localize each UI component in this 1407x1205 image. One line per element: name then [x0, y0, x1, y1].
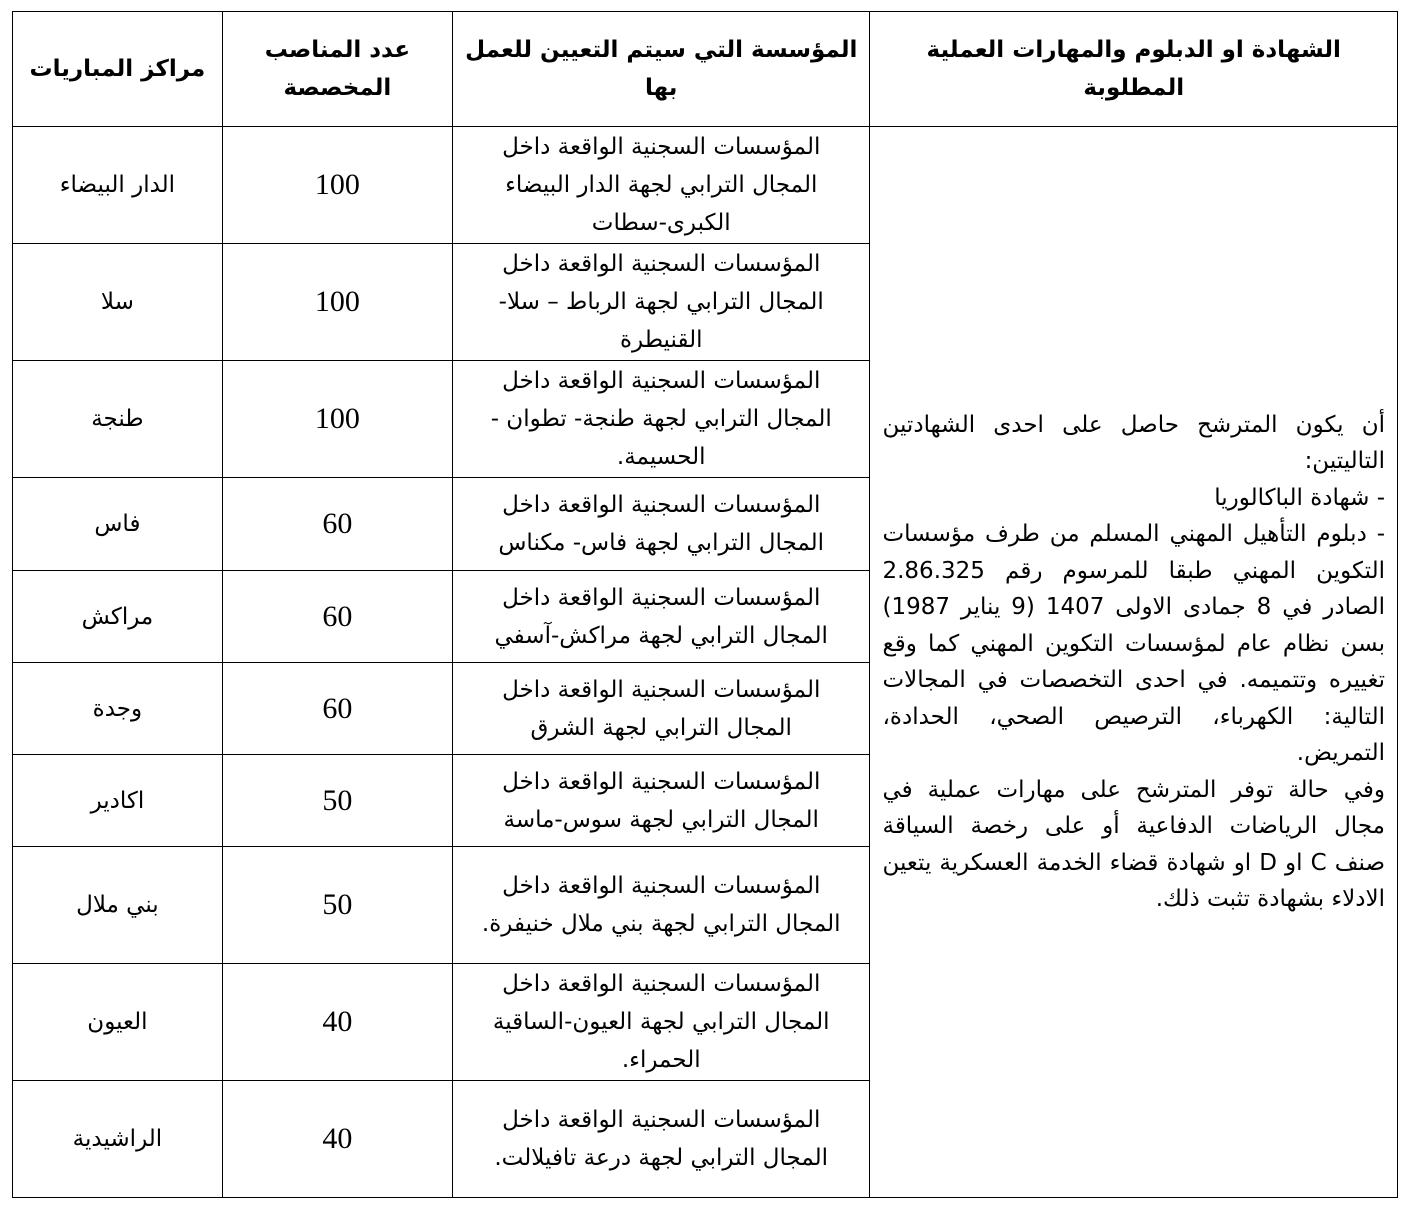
center-cell: طنجة — [13, 361, 223, 478]
header-requirements: الشهادة او الدبلوم والمهارات العملية المطلوبة — [870, 12, 1398, 127]
header-row — [13, 12, 1398, 127]
institution-cell: المؤسسات السجنية الواقعة داخل المجال الترابي لجهة الدار البيضاء الكبرى-سطات — [452, 127, 870, 244]
institution-cell: المؤسسات السجنية الواقعة داخل المجال الترابي لجهة الرباط – سلا- القنيطرة — [452, 244, 870, 361]
requirements-cell — [870, 127, 1398, 1198]
positions-cell: 40 — [222, 964, 452, 1081]
institution-cell: المؤسسات السجنية الواقعة داخل المجال الترابي لجهة فاس- مكناس — [452, 478, 870, 571]
positions-cell: 40 — [222, 1081, 452, 1198]
table-row — [13, 127, 1398, 244]
requirements-line: أن يكون المترشح حاصل على احدى الشهادتين التاليتين: — [882, 411, 1385, 474]
center-cell: الراشيدية — [13, 1081, 223, 1198]
positions-cell: 60 — [222, 571, 452, 663]
center-cell: سلا — [13, 244, 223, 361]
positions-cell: 60 — [222, 663, 452, 755]
institution-cell: المؤسسات السجنية الواقعة داخل المجال الترابي لجهة مراكش-آسفي — [452, 571, 870, 663]
institution-cell: المؤسسات السجنية الواقعة داخل المجال الترابي لجهة سوس-ماسة — [452, 755, 870, 847]
table-header — [13, 12, 1398, 127]
table-body — [13, 127, 1398, 1198]
requirements-line: - شهادة الباكالوريا — [1214, 484, 1385, 511]
center-cell: مراكش — [13, 571, 223, 663]
institution-cell: المؤسسات السجنية الواقعة داخل المجال الترابي لجهة بني ملال خنيفرة. — [452, 847, 870, 964]
positions-cell: 100 — [222, 361, 452, 478]
positions-cell: 50 — [222, 755, 452, 847]
positions-cell: 50 — [222, 847, 452, 964]
recruitment-table — [12, 11, 1398, 1198]
header-institution: المؤسسة التي سيتم التعيين للعمل بها — [452, 12, 870, 127]
header-positions: عدد المناصب المخصصة — [222, 12, 452, 127]
institution-cell: المؤسسات السجنية الواقعة داخل المجال الترابي لجهة العيون-الساقية الحمراء. — [452, 964, 870, 1081]
positions-cell: 100 — [222, 244, 452, 361]
institution-cell: المؤسسات السجنية الواقعة داخل المجال الترابي لجهة درعة تافيلالت. — [452, 1081, 870, 1198]
positions-cell: 60 — [222, 478, 452, 571]
center-cell: العيون — [13, 964, 223, 1081]
institution-cell: المؤسسات السجنية الواقعة داخل المجال الترابي لجهة الشرق — [452, 663, 870, 755]
requirements-line: وفي حالة توفر المترشح على مهارات عملية في مجال الرياضات الدفاعية أو على رخصة السياقة صنف C او D او شهادة قضاء الخدمة العسكرية يتعين الادلاء بشهادة تثبت ذلك. — [882, 776, 1386, 912]
requirements-line: - دبلوم التأهيل المهني المسلم من طرف مؤسسات التكوين المهني طبقا للمرسوم رقم 2.86.325 الصادر في 8 جمادى الاولى 1407 (9 يناير 1987) بسن نظام عام لمؤسسات التكوين المهني كما وقع تغييره وتتميمه. في احدى التخصصات في المجالات التالية: الكهرباء، الترصيص الصحي، الحدادة، التمريض. — [882, 521, 1385, 766]
header-center: مراكز المباريات — [13, 12, 223, 127]
center-cell: فاس — [13, 478, 223, 571]
positions-cell: 100 — [222, 127, 452, 244]
center-cell: اكادير — [13, 755, 223, 847]
institution-cell: المؤسسات السجنية الواقعة داخل المجال الترابي لجهة طنجة- تطوان - الحسيمة. — [452, 361, 870, 478]
center-cell: الدار البيضاء — [13, 127, 223, 244]
center-cell: بني ملال — [13, 847, 223, 964]
center-cell: وجدة — [13, 663, 223, 755]
